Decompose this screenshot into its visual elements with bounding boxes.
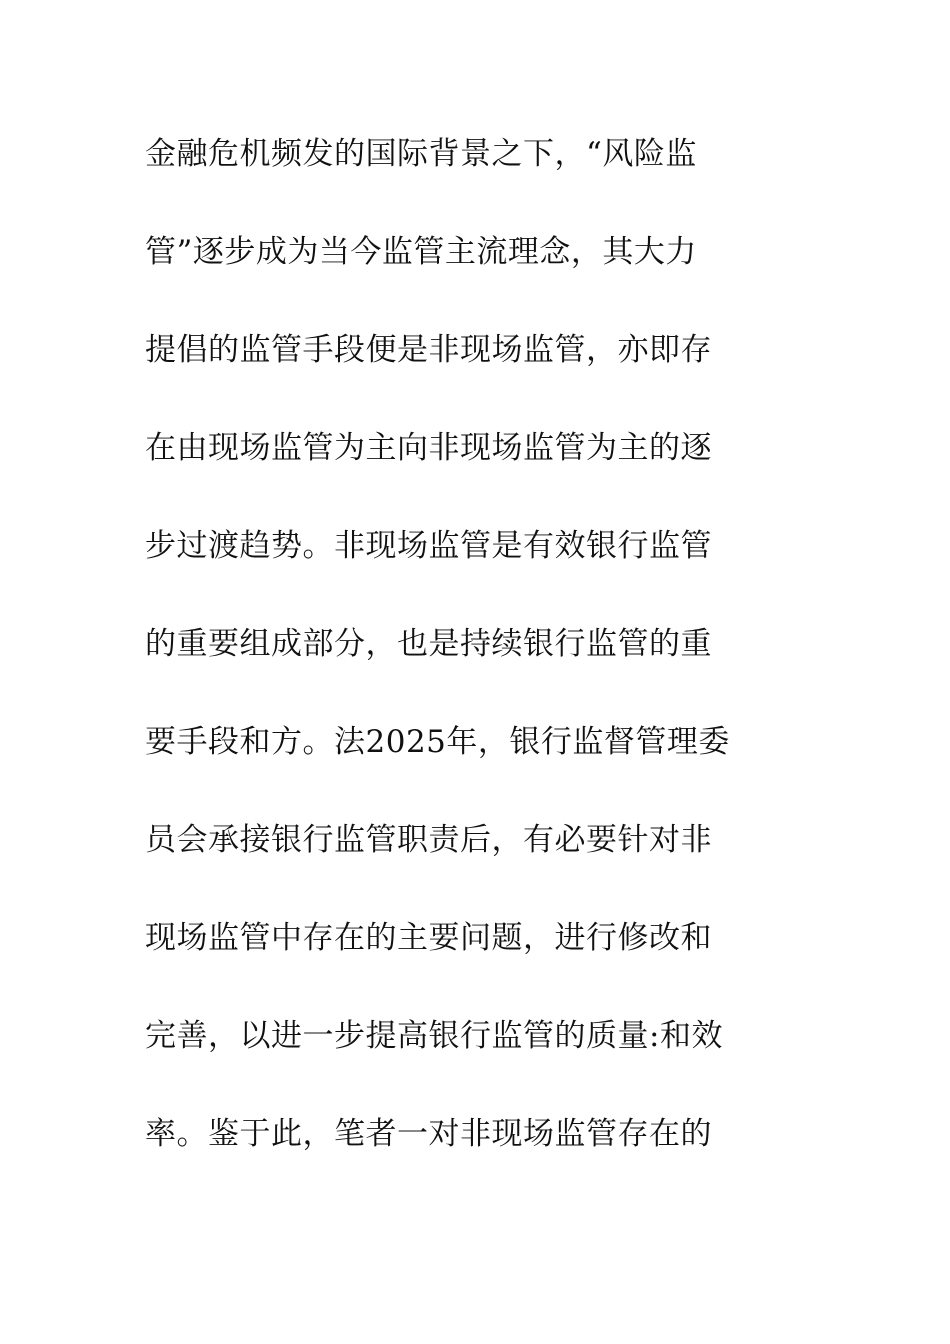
paragraph-line: 步过渡趋势。非现场监管是有效银行监管 [145,528,712,564]
paragraph-line: 现场监管中存在的主要问题，进行修改和 [145,920,712,956]
paragraph-line: 金融危机频发的国际背景之下，“风险监 [145,136,697,172]
paragraph-line: 提倡的监管手段便是非现场监管，亦即存 [145,332,712,368]
paragraph-line: 要手段和方。法2025年，银行监督管理委 [145,724,730,760]
paragraph-line: 管”逐步成为当今监管主流理念，其大力 [145,234,697,270]
paragraph-line: 员会承接银行监管职责后，有必要针对非 [145,822,712,858]
body-paragraph [145,125,845,1203]
paragraph-line: 的重要组成部分，也是持续银行监管的重 [145,626,712,662]
paragraph-line: 在由现场监管为主向非现场监管为主的逐 [145,430,712,466]
paragraph-line: 完善，以进一步提高银行监管的质量:和效 [145,1018,723,1054]
paragraph-line: 率。鉴于此，笔者一对非现场监管存在的 [145,1116,712,1152]
